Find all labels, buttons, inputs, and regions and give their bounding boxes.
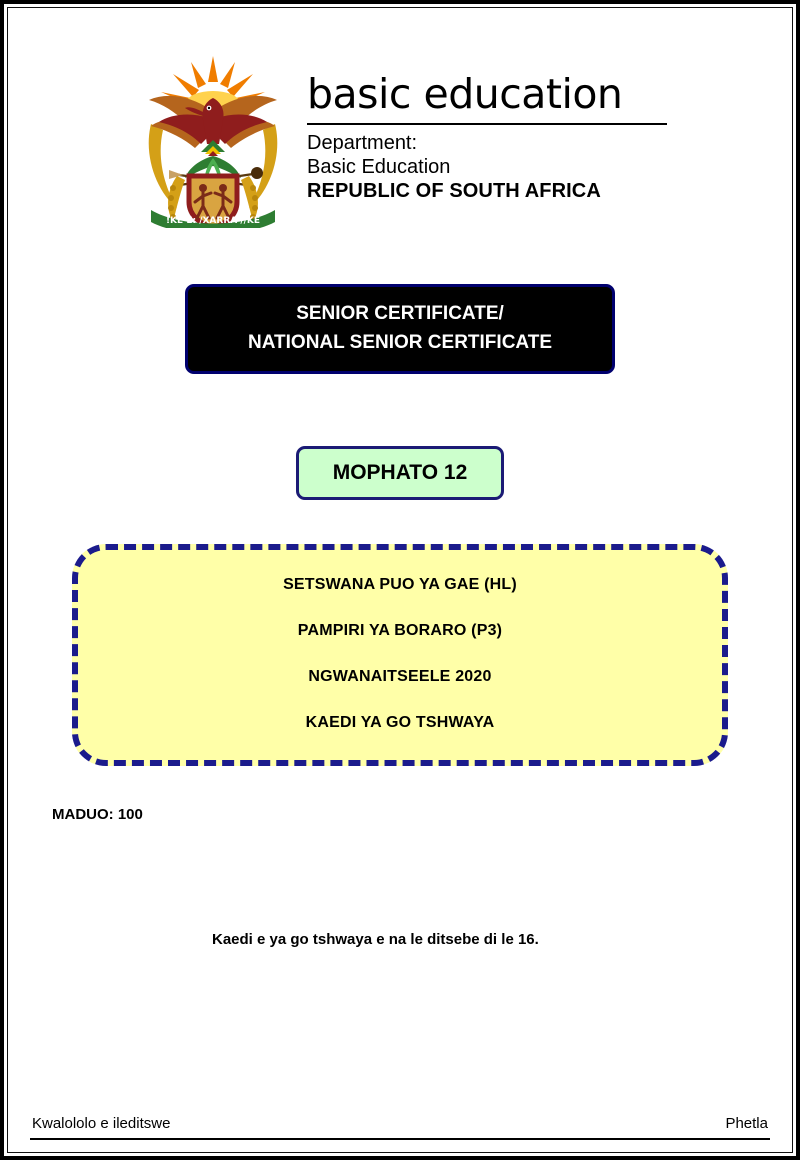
department-branding <box>307 52 667 203</box>
subject-line-session: NGWANAITSEELE 2020 <box>308 668 492 685</box>
page-footer <box>30 1115 770 1140</box>
page-inner-border <box>7 7 793 1153</box>
marks-label: MADUO: 100 <box>52 806 143 823</box>
department-line-2: Basic Education <box>307 156 451 178</box>
footer-copyright: Kwalololo e ileditswe <box>32 1115 171 1132</box>
subject-box <box>72 544 728 766</box>
subject-box-wrap <box>30 544 770 766</box>
page-content <box>8 8 792 1152</box>
brand-title: basic education <box>307 70 623 118</box>
certificate-banner <box>185 284 615 374</box>
south-african-coat-of-arms-icon <box>133 52 293 228</box>
footer-turnover: Phetla <box>725 1115 768 1132</box>
department-line-1: Department: <box>307 132 418 154</box>
pages-note: Kaedi e ya go tshwaya e na le ditsebe di le 16. <box>212 931 539 948</box>
certificate-banner-line-2: NATIONAL SENIOR CERTIFICATE <box>248 331 552 353</box>
footer-row <box>30 1115 770 1138</box>
department-line-3: REPUBLIC OF SOUTH AFRICA <box>307 180 601 202</box>
brand-divider <box>307 123 667 125</box>
certificate-banner-line-1: SENIOR CERTIFICATE/ <box>296 303 504 324</box>
grade-box-wrap <box>30 446 770 500</box>
subject-line-paper: PAMPIRI YA BORARO (P3) <box>297 622 503 639</box>
subject-line-subject: SETSWANA PUO YA GAE (HL) <box>283 576 517 593</box>
coat-of-arms-motto: !KE E: /XARRA //KE <box>165 216 261 226</box>
grade-box: MOPHATO 12 <box>296 446 505 500</box>
certificate-banner-wrap <box>30 284 770 374</box>
document-header <box>30 8 770 228</box>
footer-divider <box>30 1138 770 1140</box>
subject-line-doctype: KAEDI YA GO TSHWAYA <box>305 714 495 731</box>
